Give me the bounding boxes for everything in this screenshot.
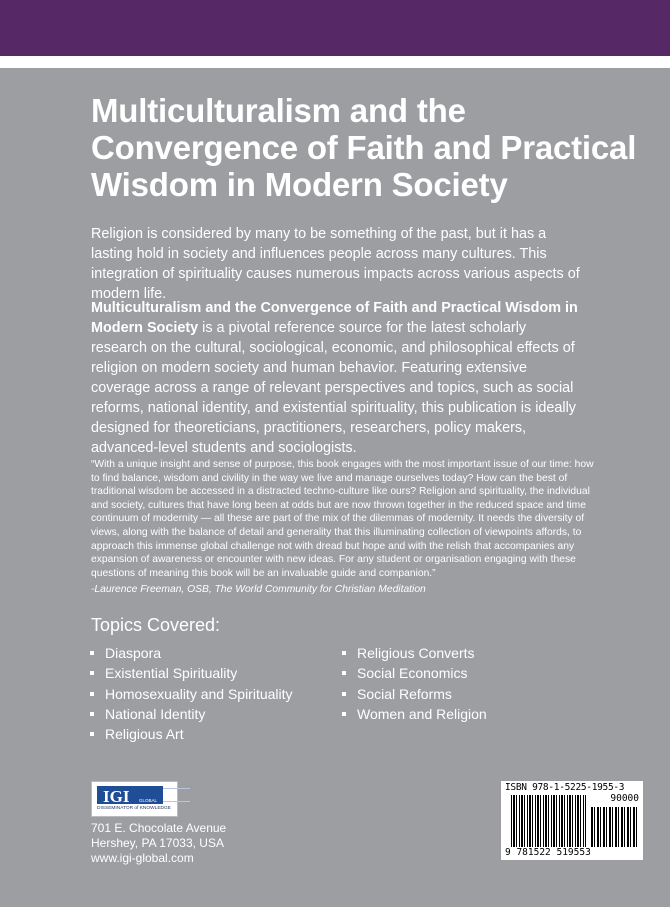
topics-list-right (341, 643, 487, 724)
topic-item: Religious Art (89, 724, 293, 744)
logo-tagline: DISSEMINATOR of KNOWLEDGE (97, 806, 171, 811)
topic-item: Existential Spirituality (89, 663, 293, 683)
price-code: 90000 (610, 793, 639, 804)
intro-paragraph: Religion is considered by many to be something of the past, but it has a lasting hold in society and influences people across many cultures. This integration of spirituality causes numerous impacts across various aspects of modern life. (91, 226, 580, 302)
topic-item: Diaspora (89, 643, 293, 663)
white-divider-strip (0, 56, 670, 68)
logo-text: IGI (103, 787, 130, 806)
quote-attribution: -Laurence Freeman, OSB, The World Community for Christian Meditation (91, 584, 426, 595)
topic-item: National Identity (89, 704, 293, 724)
topics-list-left (89, 643, 293, 744)
isbn-barcode (501, 781, 643, 860)
top-color-band (0, 0, 670, 56)
endorsement-quote: “With a unique insight and sense of purpose, this book engages with the most important issue of our time: how to find balance, wisdom and civility in the way we live and manage ourselves today? How can the best of traditional wisdom be accessed in a distracted techno-culture like ours? Religion and spirituality, the individual and society, cultures that have long been at odds but are now thrown together in the reduced space and time continuum of modernity — all these are part of the mix of the dilemmas of modernity. It needs the diversity of views, along with the balance of detail and generality that this illuminating collection of viewpoints affords, to approach this immense global challenge not with dread but hope and with the relish that accompanies any expansion of awareness or encounter with new ideas. For any student or organisation engaging with these questions of meaning this book will be an invaluable guide and companion.” (91, 459, 594, 579)
topic-item: Homosexuality and Spirituality (89, 684, 293, 704)
isbn-text: ISBN 978-1-5225-1955-3 (505, 782, 625, 793)
topic-item: Social Reforms (341, 684, 487, 704)
logo-block (97, 786, 163, 804)
description-paragraph (91, 298, 581, 458)
price-barcode-bars (591, 807, 637, 847)
address-line-2: Hershey, PA 17033, USA (91, 836, 224, 850)
ean-number: 9 781522 519553 (505, 847, 591, 858)
logo-sub: GLOBAL (139, 798, 158, 803)
publisher-website: www.igi-global.com (91, 851, 194, 865)
igi-global-logo (91, 781, 178, 817)
topic-item: Women and Religion (341, 704, 487, 724)
topic-item: Social Economics (341, 663, 487, 683)
topic-item: Religious Converts (341, 643, 487, 663)
publisher-address (91, 821, 226, 866)
description-text: is a pivotal reference source for the latest scholarly research on the cultural, sociological, economic, and philosophical effects of religion on modern society and human behavior. Featuring extensive coverage across a range of relevant perspectives and topics, such as social reforms, national identity, and existential spirituality, this publication is ideally designed for theoreticians, practitioners, researchers, policy makers, advanced-level students and sociologists. (91, 320, 576, 456)
book-title: Multiculturalism and the Convergence of Faith and Practical Wisdom in Modern Society (91, 92, 637, 203)
address-line-1: 701 E. Chocolate Avenue (91, 821, 227, 835)
description-book-title: Multiculturalism and the Convergence of Faith and Practical Wisdom in Modern Society (91, 300, 578, 336)
topics-heading: Topics Covered: (91, 615, 221, 635)
barcode-bars (511, 795, 586, 847)
